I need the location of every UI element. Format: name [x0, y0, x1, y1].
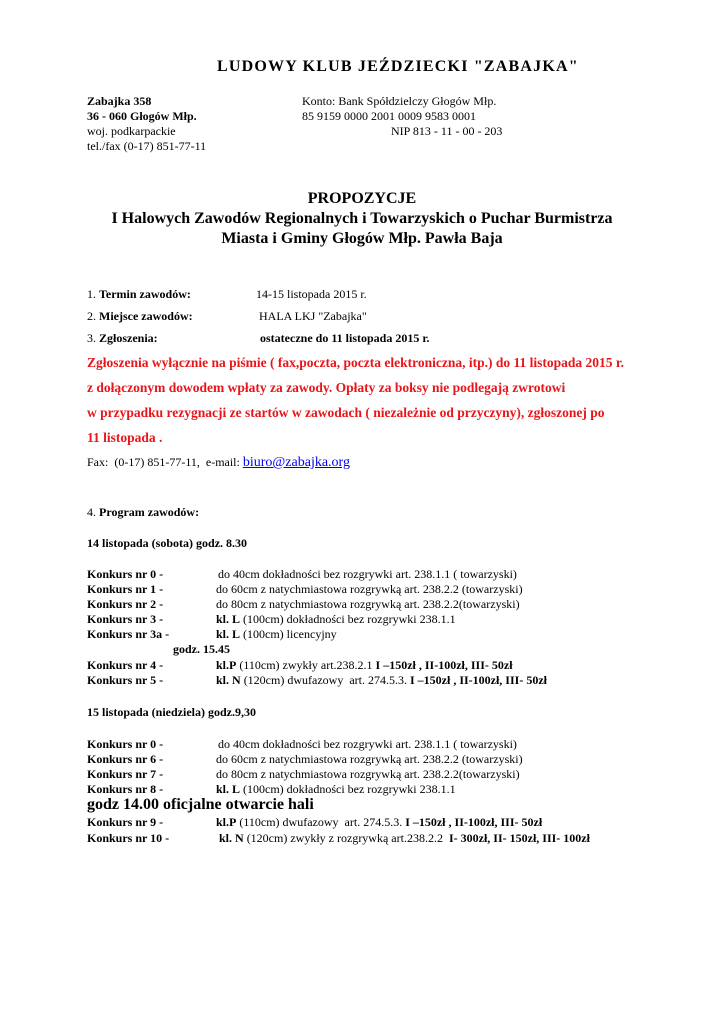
day1-row-1-name: Konkurs nr 1 -	[87, 582, 164, 596]
day2-row2-0-name: Konkurs nr 9 -	[87, 815, 164, 829]
title-line-3: Miasta i Gminy Głogów Młp. Pawła Baja	[221, 230, 503, 247]
day2-opening: godz 14.00 oficjalne otwarcie hali	[87, 796, 314, 813]
day2-row2-1-prize: I- 300zł, II- 150zł, III- 100zł	[448, 831, 590, 845]
info-item-2-num: 2.	[87, 309, 96, 323]
day1-row-4-desc	[216, 627, 337, 642]
info-item-1-value: 14-15 listopada 2015 r.	[256, 287, 367, 301]
notice-line-1: Zgłoszenia wyłącznie na piśmie ( fax,poczta, poczta elektroniczna, itp.) do 11 listopada 2015 r.	[87, 355, 624, 370]
day1-row-3-desc	[216, 612, 456, 627]
day2-row2-1-desc	[219, 831, 590, 846]
day1-title: 14 listopada (sobota) godz. 8.30	[87, 536, 248, 550]
day1-row-4-class: kl. L	[216, 627, 241, 641]
day1-row-0-name: Konkurs nr 0 -	[87, 567, 164, 581]
day1-time-2: godz. 15.45	[173, 642, 230, 656]
day1-row-4-name: Konkurs nr 3a -	[87, 627, 170, 641]
day1-row2-0-prize: I –150zł , II-100zł, III- 50zł	[375, 658, 513, 672]
nip-number: NIP 813 - 11 - 00 - 203	[391, 124, 503, 138]
day2-row-2-desc: do 80cm z natychmiastowa rozgrywką art. 238.2.2(towarzyski)	[216, 767, 520, 781]
info-item-1	[87, 287, 191, 302]
day1-row-2-desc: do 80cm z natychmiastowa rozgrywką art. 238.2.2(towarzyski)	[216, 597, 520, 611]
bank-line-1: Konto: Bank Spółdzielczy Głogów Młp.	[302, 94, 497, 108]
day2-row-3-class: kl. L	[216, 782, 241, 796]
day1-row2-1-name: Konkurs nr 5 -	[87, 673, 164, 687]
info-item-2-value: HALA LKJ "Zabajka"	[259, 309, 367, 323]
info-item-2	[87, 309, 193, 324]
email-link[interactable]: biuro@zabajka.org	[242, 455, 350, 470]
day2-row-0-desc: do 40cm dokładności bez rozgrywki art. 238.1.1 ( towarzyski)	[218, 737, 517, 751]
contact-line	[87, 455, 350, 471]
fax-text: Fax: (0-17) 851-77-11, e-mail:	[87, 455, 243, 469]
day1-row-1-desc: do 60cm z natychmiastowa rozgrywką art. 238.2.2 (towarzyski)	[216, 582, 523, 596]
day2-row-0-name: Konkurs nr 0 -	[87, 737, 164, 751]
notice-line-2: z dołączonym dowodem wpłaty za zawody. Opłaty za boksy nie podlegają zwrotowi	[87, 380, 566, 395]
title-propozycje: PROPOZYCJE	[307, 190, 417, 207]
day1-row2-0-rest: (110cm) zwykły art.238.2.1	[236, 658, 376, 672]
day2-row2-1-rest: (120cm) zwykły z rozgrywką art.238.2.2	[243, 831, 449, 845]
day2-row-3-rest: (100cm) dokładności bez rozgrywki 238.1.1	[240, 782, 456, 796]
info-item-3	[87, 331, 158, 346]
info-item-3-label: Zgłoszenia:	[99, 331, 158, 345]
day1-row-3-class: kl. L	[216, 612, 241, 626]
day2-row-1-desc: do 60cm z natychmiastowa rozgrywką art. 238.2.2 (towarzyski)	[216, 752, 523, 766]
day2-row2-0-prize: I –150zł , II-100zł, III- 50zł	[405, 815, 543, 829]
info-item-2-label: Miejsce zawodów:	[99, 309, 193, 323]
address-line-4: tel./fax (0-17) 851-77-11	[87, 139, 207, 153]
info-item-1-num: 1.	[87, 287, 96, 301]
day2-row2-1-name: Konkurs nr 10 -	[87, 831, 170, 845]
day1-row2-0-desc	[216, 658, 513, 673]
day2-row-1-name: Konkurs nr 6 -	[87, 752, 164, 766]
address-line-1: Zabajka 358	[87, 94, 152, 108]
title-line-2: I Halowych Zawodów Regionalnych i Towarzyskich o Puchar Burmistrza	[111, 210, 613, 227]
day2-row2-0-class: kl.P	[216, 815, 237, 829]
day2-row2-0-desc	[216, 815, 542, 830]
day1-row-0-desc: do 40cm dokładności bez rozgrywki art. 238.1.1 ( towarzyski)	[218, 567, 517, 581]
info-item-3-num: 3.	[87, 331, 96, 345]
info-item-3-value: ostateczne do 11 listopada 2015 r.	[260, 331, 430, 345]
notice-line-3: w przypadku rezygnacji ze startów w zawodach ( niezależnie od przyczyny), zgłoszonej po	[87, 405, 605, 420]
address-line-3: woj. podkarpackie	[87, 124, 176, 138]
day1-row2-1-desc	[216, 673, 547, 688]
day1-row2-1-class: kl. N	[216, 673, 241, 687]
bank-line-2: 85 9159 0000 2001 0009 9583 0001	[302, 109, 476, 123]
day1-row-3-name: Konkurs nr 3 -	[87, 612, 164, 626]
day1-row-3-rest: (100cm) dokładności bez rozgrywki 238.1.1	[240, 612, 456, 626]
program-num: 4.	[87, 505, 96, 519]
day2-title: 15 listopada (niedziela) godz.9,30	[87, 705, 257, 719]
day2-row2-0-rest: (110cm) dwufazowy art. 274.5.3.	[236, 815, 406, 829]
day2-row2-1-class: kl. N	[219, 831, 244, 845]
day1-row2-0-name: Konkurs nr 4 -	[87, 658, 164, 672]
day2-row-2-name: Konkurs nr 7 -	[87, 767, 164, 781]
info-item-1-label: Termin zawodów:	[99, 287, 191, 301]
club-name: LUDOWY KLUB JEŹDZIECKI "ZABAJKA"	[217, 58, 579, 75]
day1-row2-1-rest: (120cm) dwufazowy art. 274.5.3.	[240, 673, 410, 687]
program-title: Program zawodów:	[99, 505, 200, 519]
day1-row-2-name: Konkurs nr 2 -	[87, 597, 164, 611]
day1-row-4-rest: (100cm) licencyjny	[240, 627, 337, 641]
day2-row-3-name: Konkurs nr 8 -	[87, 782, 164, 796]
day1-row2-0-class: kl.P	[216, 658, 237, 672]
program-heading	[87, 505, 199, 520]
notice-line-4: 11 listopada .	[87, 430, 163, 445]
day1-row2-1-prize: I –150zł , II-100zł, III- 50zł	[409, 673, 547, 687]
address-line-2: 36 - 060 Głogów Młp.	[87, 109, 197, 123]
day2-row-3-desc	[216, 782, 456, 797]
